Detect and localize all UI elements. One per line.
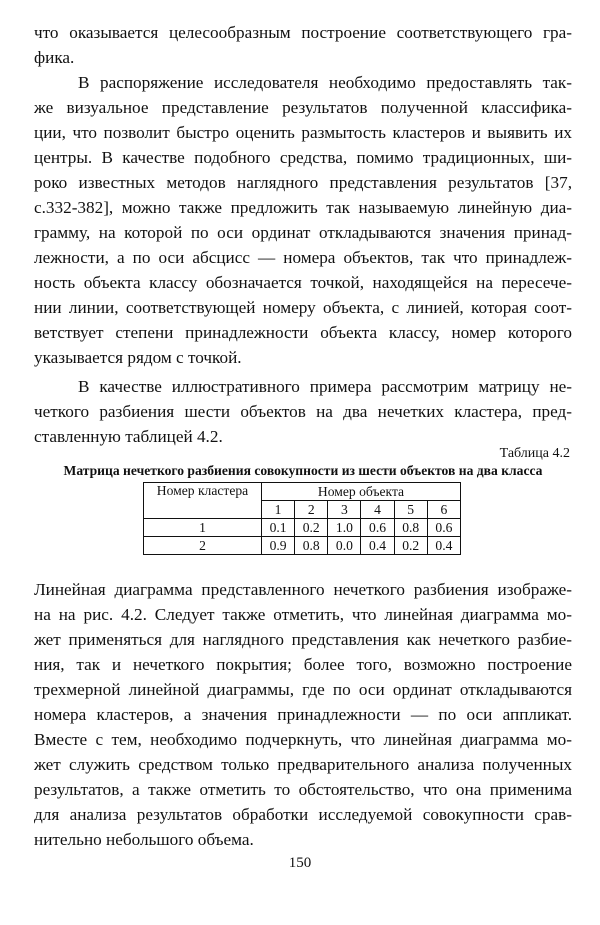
membership-cell: 0.6 bbox=[361, 519, 394, 537]
text-line: В распоряжение исследователя необходимо предоставлять так- bbox=[78, 73, 572, 92]
text-line: что оказывается целесообразным построение соответствующего гра- bbox=[34, 23, 572, 42]
page-number: 150 bbox=[288, 855, 312, 871]
text-line: ции, что позволит быстро оценить размытость кластеров и выявить их bbox=[34, 123, 572, 142]
cluster-number-cell: 2 bbox=[144, 537, 262, 555]
text-line: с.332-382], можно также предложить так называемую линейную диа- bbox=[34, 198, 572, 217]
table-header-row bbox=[144, 483, 461, 501]
object-number-cell: 6 bbox=[427, 501, 460, 519]
membership-cell: 0.4 bbox=[427, 537, 460, 555]
membership-cell: 0.0 bbox=[328, 537, 361, 555]
membership-cell: 0.1 bbox=[262, 519, 295, 537]
text-line: четкого разбиения шести объектов на два нечетких кластера, пред- bbox=[34, 402, 572, 421]
header-cluster-number: Номер кластера bbox=[144, 483, 262, 519]
object-number-cell: 2 bbox=[295, 501, 328, 519]
membership-cell: 0.8 bbox=[295, 537, 328, 555]
table-row bbox=[144, 519, 461, 537]
text-line: нительно небольшого объема. bbox=[34, 830, 254, 849]
membership-cell: 0.2 bbox=[295, 519, 328, 537]
text-line: трехмерной линейной диаграммы, где по оси ординат откладываются bbox=[34, 680, 572, 699]
membership-cell: 1.0 bbox=[328, 519, 361, 537]
text-line: лежности, а по оси абсцисс — номера объектов, так что принадлеж- bbox=[34, 248, 572, 267]
object-number-cell: 5 bbox=[394, 501, 427, 519]
text-line: жет служить средством только предварительного анализа полученных bbox=[34, 755, 572, 774]
text-line: Линейная диаграмма представленного нечеткого разбиения изображе- bbox=[34, 580, 572, 599]
text-line: жет применяться для наглядного представления как нечеткого разбие- bbox=[34, 630, 572, 649]
membership-cell: 0.2 bbox=[394, 537, 427, 555]
object-number-cell: 3 bbox=[328, 501, 361, 519]
text-line: фика. bbox=[34, 48, 75, 67]
membership-cell: 0.4 bbox=[361, 537, 394, 555]
membership-cell: 0.9 bbox=[262, 537, 295, 555]
text-line: результатов, а также отметить то обстоятельство, что она применима bbox=[34, 780, 572, 799]
text-line: ветствует степени принадлежности объекта классу, номер которого bbox=[34, 323, 572, 342]
text-line: В качестве иллюстративного примера рассмотрим матрицу не- bbox=[78, 377, 572, 396]
text-line: для анализа результатов обработки исследуемой совокупности срав- bbox=[34, 805, 572, 824]
text-line: грамму, на которой по оси ординат откладываются значения принад- bbox=[34, 223, 572, 242]
object-number-cell: 4 bbox=[361, 501, 394, 519]
membership-cell: 0.8 bbox=[394, 519, 427, 537]
object-number-cell: 1 bbox=[262, 501, 295, 519]
text-line: на на рис. 4.2. Следует также отметить, что линейная диаграмма мо- bbox=[34, 605, 572, 624]
text-line: ность объекта классу обозначается точкой, находящейся на пересече- bbox=[34, 273, 572, 292]
text-line: номера кластеров, а значения принадлежности — по оси аппликат. bbox=[34, 705, 572, 724]
membership-matrix-table bbox=[143, 482, 461, 555]
text-line: указывается рядом с точкой. bbox=[34, 348, 242, 367]
membership-cell: 0.6 bbox=[427, 519, 460, 537]
text-line: же визуальное представление результатов полученной классифика- bbox=[34, 98, 572, 117]
text-line: центры. В качестве подобного средства, помимо традиционных, ши- bbox=[34, 148, 572, 167]
text-line: Вместе с тем, необходимо подчеркнуть, что линейная диаграмма мо- bbox=[34, 730, 572, 749]
text-line: роко известных методов наглядного представления результатов [37, bbox=[34, 173, 572, 192]
cluster-number-cell: 1 bbox=[144, 519, 262, 537]
table-title: Матрица нечеткого разбиения совокупности из шести объектов на два класса bbox=[63, 463, 543, 478]
text-line: ния, так и нечеткого покрытия; более того, возможно построение bbox=[34, 655, 572, 674]
text-line: ставленную таблицей 4.2. bbox=[34, 427, 223, 446]
text-line: нии линии, соответствующей номеру объекта, с линией, которая соот- bbox=[34, 298, 572, 317]
table-row bbox=[144, 537, 461, 555]
header-object-number: Номер объекта bbox=[262, 483, 461, 501]
table-label: Таблица 4.2 bbox=[499, 446, 570, 461]
